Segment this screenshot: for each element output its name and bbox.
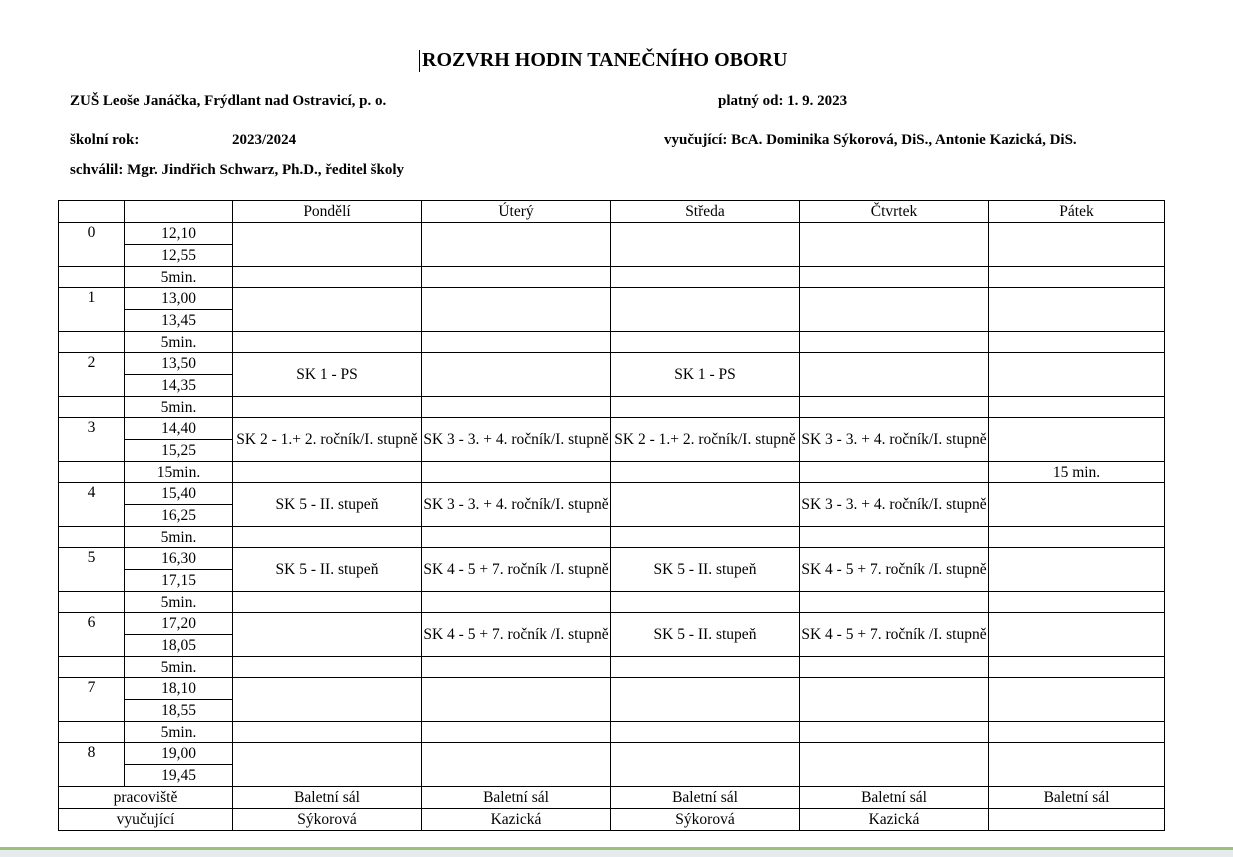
break-cell: [800, 527, 989, 548]
period-end-time: 16,25: [125, 505, 233, 527]
break-cell: [233, 527, 422, 548]
period-number: 4: [59, 483, 125, 527]
break-cell: [422, 657, 611, 678]
lesson-cell: [233, 223, 422, 267]
break-cell: [989, 397, 1165, 418]
lesson-cell: [989, 223, 1165, 267]
lesson-cell: [422, 353, 611, 397]
lesson-cell: SK 4 - 5 + 7. ročník /I. stupně: [800, 548, 989, 592]
lesson-cell: [989, 548, 1165, 592]
break-cell: [233, 722, 422, 743]
period-number: 8: [59, 743, 125, 787]
period-row: [59, 548, 1165, 570]
document-title: ROZVRH HODIN TANEČNÍHO OBORU: [422, 49, 788, 71]
lesson-cell: [800, 743, 989, 787]
period-end-time: 14,35: [125, 375, 233, 397]
period-number: 2: [59, 353, 125, 397]
lesson-cell: SK 5 - II. stupeň: [233, 483, 422, 527]
break-row: [59, 527, 1165, 548]
period-start-time: 18,10: [125, 678, 233, 700]
period-end-time: 18,05: [125, 635, 233, 657]
period-start-time: 13,00: [125, 288, 233, 310]
period-number: 3: [59, 418, 125, 462]
period-end-time: 19,45: [125, 765, 233, 787]
break-duration: 5min.: [125, 722, 233, 743]
workplace-label: pracoviště: [59, 787, 233, 809]
lesson-cell: SK 3 - 3. + 4. ročník/I. stupně: [422, 483, 611, 527]
break-cell: [800, 397, 989, 418]
lesson-cell: SK 4 - 5 + 7. ročník /I. stupně: [422, 613, 611, 657]
period-start-time: 17,20: [125, 613, 233, 635]
window-bottom-bar: [0, 847, 1233, 857]
period-end-time: 13,45: [125, 310, 233, 332]
lesson-cell: SK 5 - II. stupeň: [233, 548, 422, 592]
day-header: Pondělí: [233, 201, 422, 223]
break-cell: [611, 657, 800, 678]
break-row: [59, 397, 1165, 418]
period-end-time: 12,55: [125, 245, 233, 267]
period-start-time: 14,40: [125, 418, 233, 440]
lesson-cell: SK 3 - 3. + 4. ročník/I. stupně: [800, 483, 989, 527]
school-year-value: 2023/2024: [232, 132, 297, 148]
day-header: Pátek: [989, 201, 1165, 223]
break-row: [59, 462, 1165, 483]
break-duration: 5min.: [125, 592, 233, 613]
workplace-cell: Baletní sál: [611, 787, 800, 809]
break-cell: [422, 722, 611, 743]
lesson-cell: [989, 678, 1165, 722]
break-cell: [233, 397, 422, 418]
day-header: Středa: [611, 201, 800, 223]
text-cursor: [419, 50, 420, 72]
period-end-time: 17,15: [125, 570, 233, 592]
lesson-cell: [233, 678, 422, 722]
lesson-cell: [611, 743, 800, 787]
break-cell: [611, 267, 800, 288]
break-cell: [800, 332, 989, 353]
break-cell: [611, 332, 800, 353]
break-cell: [989, 722, 1165, 743]
workplace-cell: Baletní sál: [800, 787, 989, 809]
header-cell-num: [59, 201, 125, 223]
break-cell: [611, 462, 800, 483]
teachers-info: vyučující: BcA. Dominika Sýkorová, DiS., Antonie Kazická, DiS.: [664, 132, 1077, 148]
period-end-time: 18,55: [125, 700, 233, 722]
teacher-cell: [989, 809, 1165, 831]
school-year-label: školní rok:: [70, 132, 140, 148]
lesson-cell: SK 3 - 3. + 4. ročník/I. stupně: [800, 418, 989, 462]
lesson-cell: [611, 483, 800, 527]
break-empty-cell: [59, 527, 125, 548]
period-row: [59, 743, 1165, 765]
break-cell: [422, 462, 611, 483]
break-row: [59, 592, 1165, 613]
lesson-cell: SK 1 - PS: [611, 353, 800, 397]
lesson-cell: [233, 613, 422, 657]
lesson-cell: [989, 418, 1165, 462]
period-number: 0: [59, 223, 125, 267]
break-duration: 5min.: [125, 527, 233, 548]
break-empty-cell: [59, 267, 125, 288]
workplace-cell: Baletní sál: [422, 787, 611, 809]
break-cell: [989, 332, 1165, 353]
break-duration: 5min.: [125, 397, 233, 418]
lesson-cell: SK 4 - 5 + 7. ročník /I. stupně: [800, 613, 989, 657]
teacher-row: [59, 809, 1165, 831]
lesson-cell: [611, 288, 800, 332]
break-cell: [989, 527, 1165, 548]
lesson-cell: [800, 223, 989, 267]
workplace-row: [59, 787, 1165, 809]
break-cell: [989, 267, 1165, 288]
header-cell-time: [125, 201, 233, 223]
lesson-cell: SK 2 - 1.+ 2. ročník/I. stupně: [233, 418, 422, 462]
break-duration: 5min.: [125, 267, 233, 288]
day-header: Čtvrtek: [800, 201, 989, 223]
break-row: [59, 332, 1165, 353]
break-row: [59, 722, 1165, 743]
break-cell: [611, 527, 800, 548]
approved-by: schválil: Mgr. Jindřich Schwarz, Ph.D., ředitel školy: [70, 162, 405, 178]
period-number: 7: [59, 678, 125, 722]
period-start-time: 12,10: [125, 223, 233, 245]
period-row: [59, 483, 1165, 505]
lesson-cell: [611, 678, 800, 722]
lesson-cell: SK 5 - II. stupeň: [611, 613, 800, 657]
period-row: [59, 678, 1165, 700]
workplace-cell: Baletní sál: [233, 787, 422, 809]
break-row: [59, 267, 1165, 288]
break-cell: [611, 592, 800, 613]
schedule-table: [58, 200, 1165, 831]
lesson-cell: SK 5 - II. stupeň: [611, 548, 800, 592]
period-row: [59, 418, 1165, 440]
break-empty-cell: [59, 657, 125, 678]
period-end-time: 15,25: [125, 440, 233, 462]
period-start-time: 15,40: [125, 483, 233, 505]
teacher-cell: Kazická: [800, 809, 989, 831]
teacher-cell: Kazická: [422, 809, 611, 831]
break-cell: [989, 592, 1165, 613]
lesson-cell: SK 2 - 1.+ 2. ročník/I. stupně: [611, 418, 800, 462]
period-number: 5: [59, 548, 125, 592]
lesson-cell: [422, 678, 611, 722]
lesson-cell: [800, 288, 989, 332]
break-row: [59, 657, 1165, 678]
break-cell: [422, 592, 611, 613]
lesson-cell: [989, 288, 1165, 332]
break-cell: [611, 722, 800, 743]
day-header: Úterý: [422, 201, 611, 223]
break-cell: [422, 527, 611, 548]
break-cell: [422, 397, 611, 418]
lesson-cell: [422, 743, 611, 787]
break-empty-cell: [59, 397, 125, 418]
teacher-cell: Sýkorová: [233, 809, 422, 831]
break-empty-cell: [59, 332, 125, 353]
lesson-cell: [989, 353, 1165, 397]
lesson-cell: [422, 288, 611, 332]
break-duration: 15min.: [125, 462, 233, 483]
break-cell: [800, 657, 989, 678]
lesson-cell: [233, 743, 422, 787]
break-cell: [233, 657, 422, 678]
break-cell: [422, 267, 611, 288]
lesson-cell: [233, 288, 422, 332]
lesson-cell: [989, 743, 1165, 787]
teacher-cell: Sýkorová: [611, 809, 800, 831]
break-cell: [989, 657, 1165, 678]
period-number: 1: [59, 288, 125, 332]
break-cell: [800, 267, 989, 288]
lesson-cell: [611, 223, 800, 267]
break-cell: [233, 332, 422, 353]
lesson-cell: [800, 678, 989, 722]
workplace-cell: Baletní sál: [989, 787, 1165, 809]
break-duration: 5min.: [125, 657, 233, 678]
period-number: 6: [59, 613, 125, 657]
period-start-time: 19,00: [125, 743, 233, 765]
break-cell: [233, 267, 422, 288]
lesson-cell: SK 1 - PS: [233, 353, 422, 397]
valid-from: platný od: 1. 9. 2023: [718, 93, 848, 109]
break-cell: [422, 332, 611, 353]
break-empty-cell: [59, 722, 125, 743]
lesson-cell: SK 4 - 5 + 7. ročník /I. stupně: [422, 548, 611, 592]
teacher-label: vyučující: [59, 809, 233, 831]
period-start-time: 16,30: [125, 548, 233, 570]
break-cell: [611, 397, 800, 418]
break-duration: 5min.: [125, 332, 233, 353]
lesson-cell: [800, 353, 989, 397]
break-cell: [233, 462, 422, 483]
school-name: ZUŠ Leoše Janáčka, Frýdlant nad Ostravicí, p. o.: [70, 93, 387, 109]
break-cell: 15 min.: [989, 462, 1165, 483]
break-cell: [800, 722, 989, 743]
lesson-cell: [989, 613, 1165, 657]
period-start-time: 13,50: [125, 353, 233, 375]
break-cell: [800, 462, 989, 483]
break-empty-cell: [59, 592, 125, 613]
lesson-cell: [422, 223, 611, 267]
break-empty-cell: [59, 462, 125, 483]
header-row: [59, 201, 1165, 223]
period-row: [59, 288, 1165, 310]
period-row: [59, 223, 1165, 245]
lesson-cell: [989, 483, 1165, 527]
lesson-cell: SK 3 - 3. + 4. ročník/I. stupně: [422, 418, 611, 462]
break-cell: [233, 592, 422, 613]
break-cell: [800, 592, 989, 613]
period-row: [59, 613, 1165, 635]
period-row: [59, 353, 1165, 375]
